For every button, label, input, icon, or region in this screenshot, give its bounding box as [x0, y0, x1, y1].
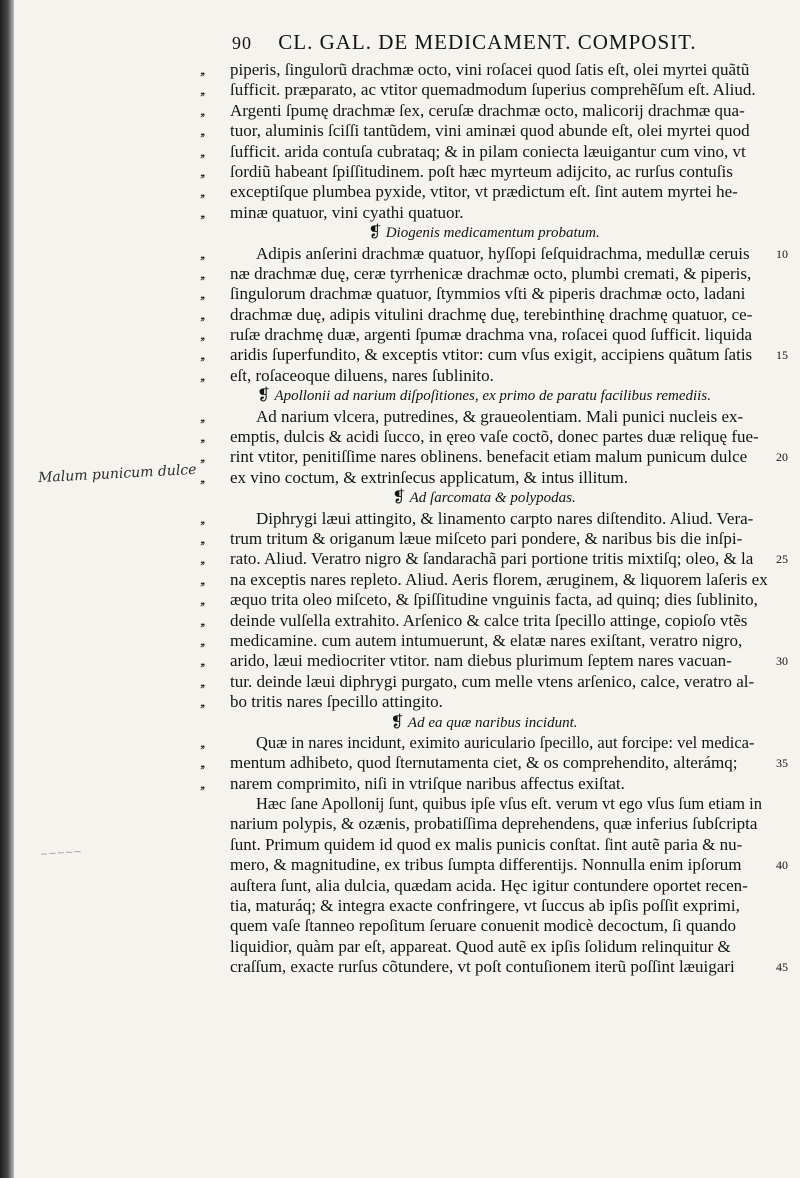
section-heading-text: Ad ea quæ naribus incidunt.: [407, 714, 578, 731]
section-heading-text: Apollonii ad narium diſpoſitiones, ex primo de paratu facilibus remediis.: [274, 388, 711, 405]
line-text: narem comprimito, niſi in vtriſque naribus affectus exiſtat.: [230, 773, 625, 793]
text-line: [200, 937, 768, 957]
book-spine-shadow: [0, 0, 14, 1178]
line-text: ſunt. Primum quidem id quod ex malis punicis conſtat. ſint autẽ paria & nu-: [230, 834, 743, 854]
quotation-marker: ,,: [200, 102, 204, 119]
text-line: [200, 957, 788, 977]
paragraph-mark-icon: ❡: [392, 489, 406, 507]
section-heading-text: Ad ſarcomata & polypodas.: [409, 490, 576, 507]
text-line: [200, 121, 768, 141]
line-text: ſufficit. arida contuſa cubrataq; & in pilam coniecta læuigantur cum vino, vt: [230, 141, 746, 161]
line-text: auſtera ſunt, alia dulcia, quædam acida. Hęc igitur contundere oportet recen-: [230, 875, 748, 895]
quotation-marker: ,,: [200, 734, 204, 751]
text-line: [200, 733, 768, 753]
text-line: [200, 855, 788, 875]
quotation-marker: ,,: [200, 143, 204, 160]
text-line: [200, 753, 788, 773]
quotation-marker: ,,: [200, 510, 204, 527]
line-text: deinde vulſella extrahito. Arſenico & calce trita ſpecillo attinge, copioſo vtẽs: [230, 610, 748, 630]
text-line: [200, 672, 768, 692]
paragraph-mark-icon: ❡: [368, 224, 382, 242]
line-number: 35: [776, 756, 788, 771]
text-line: [200, 590, 768, 610]
line-number: 20: [776, 450, 788, 465]
section-heading: [200, 386, 768, 406]
quotation-marker: ,,: [200, 673, 204, 690]
section-heading: [200, 713, 768, 733]
faded-margin-scribble: ~~~~~: [39, 846, 83, 861]
line-text: bo tritis nares ſpecillo attingito.: [230, 692, 443, 712]
quotation-marker: ,,: [200, 694, 204, 711]
quotation-marker: ,,: [200, 123, 204, 140]
line-text: minæ quatuor, vini cyathi quatuor.: [230, 202, 464, 222]
text-line: [200, 325, 768, 345]
line-number: 15: [776, 348, 788, 363]
text-line: [200, 611, 768, 631]
quotation-marker: ,,: [200, 612, 204, 629]
running-title: CL. GAL. DE MEDICAMENT. COMPOSIT.: [278, 30, 697, 54]
line-number: 10: [776, 246, 788, 261]
line-text: næ drachmæ duę, ceræ tyrrhenicæ drachmæ octo, plumbi cremati, & piperis,: [230, 263, 752, 283]
text-line: [200, 509, 768, 529]
line-text: æquo trita oleo miſceto, & ſpiſſitudine vnguinis facta, ad quinq; dies ſublinito,: [230, 590, 758, 610]
line-text: rato. Aliud. Veratro nigro & ſandarachã pari portione tritis mixtiſq; oleo, & la: [230, 549, 754, 569]
line-text: quem vaſe ſtanneo repoſitum ſeruare conuenit modicè decoctum, ſi quando: [230, 916, 737, 936]
line-text: craſſum, exacte rurſus cõtundere, vt poſt contuſionem iterũ poſſint læuigari: [230, 957, 735, 977]
quotation-marker: ,,: [200, 653, 204, 670]
paragraph-mark-icon: ❡: [390, 713, 404, 731]
page-number: 90: [232, 33, 252, 53]
text-line: [200, 814, 768, 834]
line-text: exceptiſque plumbea pyxide, vtitor, vt prædictum eſt. ſint autem myrtei he-: [230, 182, 738, 202]
text-line: [200, 305, 768, 325]
line-text: liquidior, quàm par eſt, appareat. Quod autẽ ex ipſis ſolidum relinquitur &: [230, 936, 731, 956]
text-line: [200, 60, 768, 80]
text-line: [200, 447, 788, 467]
text-line: [200, 142, 768, 162]
quotation-marker: ,,: [200, 592, 204, 609]
text-line: [200, 407, 768, 427]
line-text: Quæ in nares incidunt, eximito auriculario ſpecillo, aut forcipe: vel medica-: [256, 732, 755, 752]
quotation-marker: ,,: [200, 184, 204, 201]
line-text: emptis, dulcis & acidi ſucco, in ęreo vaſe coctõ, donec partes duæ reliquę fue-: [230, 427, 759, 447]
text-line: [200, 182, 768, 202]
text-line: [200, 264, 768, 284]
line-text: mentum adhibeto, quod ſternutamenta ciet, & os comprehendito, alterámq;: [230, 753, 738, 773]
line-text: ruſæ drachmę duæ, argenti ſpumæ drachma vna, roſacei quod ſufficit. liquida: [230, 325, 752, 345]
line-text: mero, & magnitudine, ex tribus ſumpta differentijs. Nonnulla enim ipſorum: [230, 855, 742, 875]
text-line: [200, 162, 768, 182]
section-heading: [200, 488, 768, 508]
line-text: arido, læui mediocriter vtitor. nam diebus plurimum ſeptem nares vacuan-: [230, 651, 732, 671]
text-line: [200, 366, 768, 386]
quotation-marker: ,,: [200, 429, 204, 446]
quotation-marker: ,,: [200, 347, 204, 364]
quotation-marker: ,,: [200, 755, 204, 772]
handwritten-margin-note: Malum punicum dulce: [37, 461, 197, 487]
line-number: 25: [776, 552, 788, 567]
quotation-marker: ,,: [200, 245, 204, 262]
text-line: [200, 468, 768, 488]
line-text: Hæc ſane Apollonij ſunt, quibus ipſe vſus eſt. verum vt ego vſus ſum etiam in: [256, 794, 762, 814]
text-line: [200, 896, 768, 916]
line-text: ſordiũ habeant ſpiſſitudinem. poſt hæc myrteum adijcito, ac rurſus contuſis: [230, 161, 733, 181]
line-text: medicamine. cum autem intumuerunt, & elatæ nares exiſtant, veratro nigro,: [230, 630, 743, 650]
line-text: ex vino coctum, & extrinſecus applicatum, & intus illitum.: [230, 467, 629, 487]
quotation-marker: ,,: [200, 204, 204, 221]
line-text: rint vtitor, penitiſſime nares oblinens. benefacit etiam malum punicum dulce: [230, 447, 748, 467]
quotation-marker: ,,: [200, 632, 204, 649]
page-header: [232, 30, 772, 64]
line-number: 30: [776, 654, 788, 669]
text-line: [200, 876, 768, 896]
line-text: narium polypis, & ozænis, probatiſſima deprehendens, quæ inferius ſubſcripta: [230, 814, 758, 834]
text-line: [200, 651, 788, 671]
quotation-marker: ,,: [200, 265, 204, 282]
quotation-marker: ,,: [200, 530, 204, 547]
paragraph-mark-icon: ❡: [257, 387, 271, 405]
quotation-marker: ,,: [200, 367, 204, 384]
line-number: 45: [776, 960, 788, 975]
text-line: [200, 345, 788, 365]
text-line: [200, 631, 768, 651]
text-line: [200, 284, 768, 304]
line-text: piperis, ſingulorũ drachmæ octo, vini roſacei quod ſatis eſt, olei myrtei quãtũ: [230, 60, 750, 79]
line-text: tia, maturáq; & integra exacte confringere, vt ſuccus ab ipſis poſſit exprimi,: [230, 896, 740, 916]
text-line: [200, 203, 768, 223]
quotation-marker: ,,: [200, 306, 204, 323]
text-line: [200, 243, 788, 264]
quotation-marker: ,,: [200, 327, 204, 344]
text-line: [200, 916, 768, 936]
quotation-marker: ,,: [200, 163, 204, 180]
section-heading-text: Diogenis medicamentum probatum.: [385, 225, 600, 242]
section-heading: [200, 223, 768, 243]
text-body: [200, 60, 788, 978]
line-text: na exceptis nares repleto. Aliud. Aeris florem, æruginem, & liquorem laſeris ex: [230, 569, 768, 589]
text-line: [200, 529, 768, 549]
line-text: tur. deinde læui diphrygi purgato, cum melle vtens arſenico, calce, veratro al-: [230, 671, 755, 691]
line-number: 40: [776, 858, 788, 873]
text-line: [200, 80, 768, 100]
line-text: Ad narium vlcera, putredines, & graueolentiam. Mali punici nucleis ex-: [256, 406, 744, 426]
line-text: Adipis anſerini drachmæ quatuor, hyſſopi ſeſquidrachma, medullæ ceruis: [256, 243, 750, 263]
quotation-marker: ,,: [200, 775, 204, 792]
line-text: trum tritum & origanum læue miſceto pari pondere, & naribus bis die inſpi-: [230, 528, 743, 548]
line-text: ſufficit. præparato, ac vtitor quemadmodum ſuperius comprehẽſum eſt. Aliud.: [230, 80, 756, 100]
quotation-marker: ,,: [200, 82, 204, 99]
quotation-marker: ,,: [200, 408, 204, 425]
text-line: [200, 570, 768, 590]
text-line: [200, 549, 788, 569]
line-text: tuor, aluminis ſciſſi tantũdem, vini aminæi quod abunde eſt, olei myrtei quod: [230, 121, 750, 141]
quotation-marker: ,,: [200, 286, 204, 303]
text-line: [200, 101, 768, 121]
line-text: eſt, roſaceoque diluens, nares ſublinito.: [230, 365, 494, 385]
quotation-marker: ,,: [200, 551, 204, 568]
quotation-marker: ,,: [200, 449, 204, 466]
quotation-marker: ,,: [200, 469, 204, 486]
line-text: drachmæ duę, adipis vitulini drachmę duę, terebinthinę drachmę quatuor, ce-: [230, 304, 753, 324]
quotation-marker: ,,: [200, 62, 204, 78]
quotation-marker: ,,: [200, 571, 204, 588]
line-text: aridis ſuperfundito, & exceptis vtitor: cum vſus exigit, accipiens quãtum ſatis: [230, 345, 753, 365]
line-text: Diphrygi læui attingito, & linamento carpto nares diſtendito. Aliud. Vera-: [256, 508, 754, 528]
text-line: [200, 774, 768, 794]
text-line: [200, 835, 768, 855]
line-text: ſingulorum drachmæ quatuor, ſtymmios vſti & piperis drachmæ octo, ladani: [230, 284, 746, 304]
text-line: [200, 427, 768, 447]
text-line: [200, 794, 768, 814]
line-text: Argenti ſpumę drachmæ ſex, ceruſæ drachmæ octo, malicorij drachmæ qua-: [230, 100, 745, 120]
text-line: [200, 692, 768, 712]
